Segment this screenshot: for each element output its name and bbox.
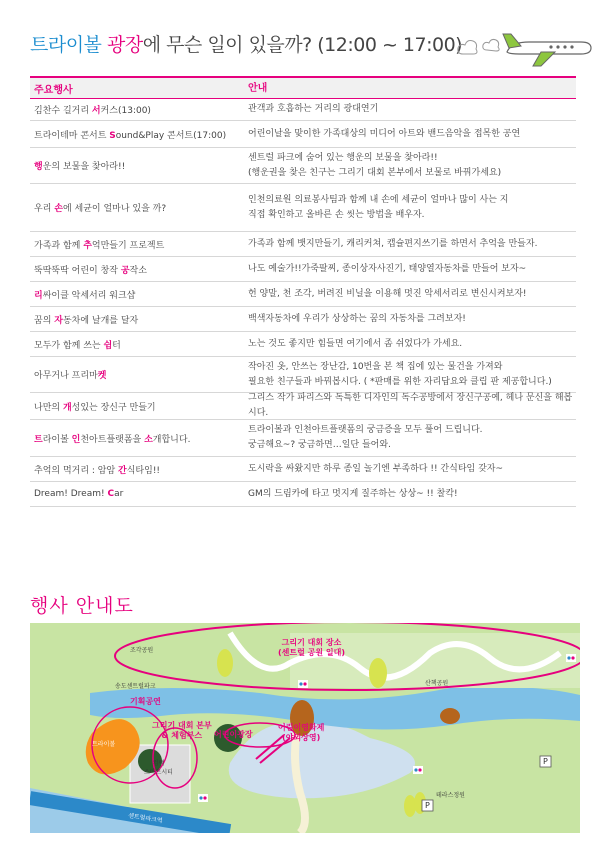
event-name-keyword: 행 — [34, 162, 43, 172]
event-info-line: 도시락을 싸왔지만 하루 종일 놀기엔 부족하다 !! 간식타임 갖자~ — [248, 463, 503, 474]
event-name-keyword: 간 — [118, 465, 127, 476]
restroom-icon — [298, 680, 308, 688]
event-name-text: 뚝딱뚝딱 어린이 창작 — [34, 265, 121, 276]
event-name-text: 나만의 — [34, 402, 63, 413]
airplane-illustration — [455, 24, 595, 72]
event-name-text: ar — [114, 489, 124, 499]
terrace-garden-label: 테라스정원 — [436, 792, 465, 799]
event-name-keyword: 인 — [71, 434, 81, 445]
event-name-text: 우리 — [34, 204, 55, 214]
event-name-text: 모두가 함께 쓰는 — [34, 340, 104, 351]
compact-city-label: 컴팩 스마트시티 — [144, 760, 173, 776]
header-event: 주요행사 — [34, 84, 73, 96]
table-row — [30, 307, 576, 332]
event-info-line: 백색자동차에 우리가 상상하는 꿈의 자동차를 그려보자! — [248, 313, 466, 324]
event-name-keyword: S — [109, 130, 116, 141]
plaza-label: 기획공연 — [130, 697, 161, 706]
event-name — [30, 338, 248, 351]
table-row — [30, 148, 576, 184]
event-name-keyword: C — [107, 489, 115, 499]
event-info-line: 인천의료원 의료봉사팀과 함께 내 손에 세균이 얼마나 많이 사는 지 — [248, 194, 509, 205]
title-highlight: 광장 — [106, 34, 143, 56]
event-name — [30, 263, 248, 276]
event-info — [248, 102, 576, 117]
table-row — [30, 184, 576, 232]
event-name — [30, 128, 248, 141]
event-name-text: Dream! Dream! — [34, 489, 108, 499]
event-info-line: 나도 예술가!!가죽팔찌, 종이상자사진기, 태양열자동차를 만들어 보자~ — [248, 263, 527, 274]
tree-2 — [369, 658, 387, 688]
walk-park-label: 산책공원 — [425, 680, 449, 687]
event-name-keyword: 자 — [54, 315, 63, 326]
children-plaza-label: 어린이광장 — [214, 730, 253, 739]
table-body — [30, 99, 576, 507]
restroom-icon-4 — [198, 794, 208, 802]
event-info-line: 어린이날을 맞이한 가족대상의 미디어 아트와 밴드음악을 접목한 공연 — [248, 128, 521, 139]
event-name-text: 꿈의 — [34, 315, 55, 326]
event-info — [248, 423, 576, 453]
schedule-table — [30, 76, 576, 507]
event-info-line: 트라이볼과 인천아트플랫폼의 궁금증을 모두 풀어 드립니다. — [248, 425, 483, 435]
table-row — [30, 99, 576, 121]
table-row — [30, 121, 576, 148]
event-name-keyword: 트 — [34, 434, 43, 445]
cloud-icon-2 — [483, 39, 499, 51]
event-name-text: ound&Play 콘서트(17:00) — [115, 130, 227, 141]
event-info — [248, 127, 576, 142]
event-name-keyword: 켓 — [97, 371, 107, 381]
table-row — [30, 420, 576, 457]
title-part1: 트라이볼 — [30, 34, 107, 56]
event-info-line: 그리스 작가 파리스와 독특한 디자인의 독수공방에서 장신구공예, 헤나 문신을 해봅시다. — [248, 393, 573, 418]
event-name — [30, 368, 248, 381]
map-title: 행사 안내도 — [30, 595, 134, 617]
triball-label: 트라이볼 — [92, 741, 116, 748]
station-label: 센트럴파크역 — [127, 812, 163, 825]
event-name-text: 김찬수 길거리 — [34, 106, 92, 116]
table-row — [30, 393, 576, 420]
event-info — [248, 462, 576, 477]
event-name — [30, 159, 248, 172]
event-name-text: 동차에 날개를 달자 — [62, 315, 139, 326]
event-info — [248, 262, 576, 277]
tree-1 — [217, 649, 233, 677]
event-info-line: 작아진 옷, 안쓰는 장난감, 10번을 본 책 집에 있는 물건을 가져와 — [248, 361, 503, 372]
parking-label: P — [543, 757, 548, 766]
event-name-text: 커스(13:00) — [100, 106, 151, 116]
event-name-keyword: 리 — [34, 290, 43, 301]
event-name-keyword: 손 — [54, 204, 63, 214]
hq-label: 그리기 대회 본부 & 체험부스 — [152, 721, 212, 740]
event-info-line: 센트럴 파크에 숨어 있는 행운의 보물을 찾아라!! — [248, 152, 438, 163]
children-theater-label: 어린이영화제 (야외상영) — [278, 723, 325, 742]
event-name-keyword: 소 — [144, 434, 153, 445]
event-name-text: 에 세균이 얼마나 있을 까? — [62, 204, 167, 214]
event-info — [248, 487, 576, 502]
event-name-text: 가족과 함께 — [34, 240, 84, 251]
airplane-tail — [503, 34, 521, 48]
event-name — [30, 103, 248, 116]
event-info-line: 가족과 함께 뱃지만들기, 캐리커쳐, 캡슐편지쓰기를 하면서 추억을 만들자. — [248, 238, 538, 249]
drawing-contest-label: 그리기 대회 장소 (센트럴 공원 일대) — [278, 638, 345, 657]
event-name-text: 트라이테마 콘서트 — [34, 130, 110, 141]
event-info-line: 관객과 호흡하는 거리의 광대연기 — [248, 104, 379, 114]
mound-east — [440, 708, 460, 724]
event-name-text: 라이볼 — [42, 434, 72, 445]
event-name-keyword: 공 — [120, 265, 130, 276]
event-name — [30, 288, 248, 301]
event-info-line: (행운권을 찾은 친구는 그리기 대회 본부에서 보물로 바꿔가세요) — [248, 167, 502, 178]
header-info: 안내 — [248, 82, 268, 94]
event-name — [30, 313, 248, 326]
event-info — [248, 337, 576, 352]
event-name — [30, 201, 248, 214]
event-info — [248, 151, 576, 181]
table-row — [30, 257, 576, 282]
event-info — [248, 287, 576, 302]
event-name — [30, 489, 248, 499]
event-info-line: 노는 것도 좋지만 힘들면 여기에서 좀 쉬었다가 가세요. — [248, 338, 463, 349]
event-info-line: GM의 드림카에 타고 멋지게 질주하는 상상~ !! 찰칵! — [248, 488, 458, 499]
event-info-line: 궁금해요~? 궁금하면…일단 들어와. — [248, 440, 391, 450]
event-name-text: 싸이클 악세서리 워크샵 — [42, 290, 136, 301]
event-info — [248, 312, 576, 327]
table-row — [30, 282, 576, 307]
event-name-text: 추억의 먹거리 : 암암 — [34, 465, 119, 476]
event-name-text: 천아트플랫폼을 — [80, 434, 145, 445]
event-name — [30, 400, 248, 413]
event-name-keyword: 개 — [62, 402, 72, 413]
event-name-keyword: 쉼 — [103, 340, 113, 351]
tree-3 — [404, 795, 416, 817]
table-row — [30, 482, 576, 507]
event-name-text: 작소 — [129, 265, 147, 276]
event-info-line: 직접 확인하고 올바른 손 씻는 방법을 배우자. — [248, 209, 425, 220]
event-name — [30, 463, 248, 476]
parking-label-2: P — [425, 801, 430, 810]
table-row — [30, 332, 576, 357]
event-name-text: 개합니다. — [152, 434, 191, 445]
event-info-line: 헌 양말, 천 조각, 버려진 비닐을 이용해 멋진 악세서리로 변신시켜보자! — [248, 288, 527, 299]
event-name-keyword: 서 — [91, 106, 101, 116]
event-info — [248, 237, 576, 252]
table-row — [30, 232, 576, 257]
page-title — [30, 30, 462, 57]
event-name-keyword: 추 — [83, 240, 92, 251]
event-name — [30, 432, 248, 445]
event-name-text: 성있는 장신구 만들기 — [71, 402, 156, 413]
event-info — [248, 193, 576, 223]
event-map — [30, 623, 580, 833]
event-name-text: 아무거나 프리마 — [34, 371, 98, 381]
cloud-icon — [458, 41, 477, 55]
event-name-text: 터 — [112, 340, 121, 351]
restroom-icon-2 — [566, 654, 576, 662]
event-name-text: 운의 보물을 찾아라!! — [42, 162, 126, 172]
event-name — [30, 238, 248, 251]
table-header — [30, 76, 576, 99]
table-row — [30, 457, 576, 482]
event-name-text: 억만들기 프로젝트 — [91, 240, 165, 251]
event-info — [248, 391, 576, 421]
restroom-icon-3 — [413, 766, 423, 774]
event-info — [248, 360, 576, 390]
sculpture-park-label: 조각공원 — [130, 647, 154, 654]
table-row — [30, 357, 576, 393]
title-time: 에 무슨 일이 있을까? (12:00 ~ 17:00) — [142, 34, 463, 56]
event-name-text: 식타임!! — [126, 465, 161, 476]
songdo-park-label: 송도센트럴파크 — [115, 683, 156, 690]
event-info-line: 필요한 친구들과 바꿔봅시다. ( *판매를 위한 자리답요와 클립 판 제공합니다.) — [248, 376, 552, 387]
